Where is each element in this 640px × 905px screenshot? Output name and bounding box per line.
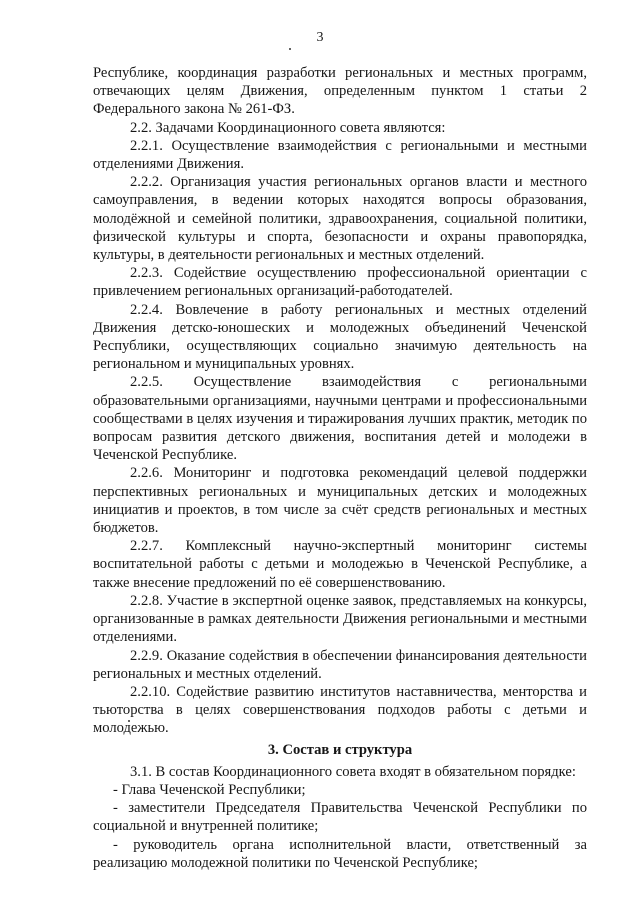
paragraph: 2.2.7. Комплексный научно-экспертный мониторинг системы воспитательной работы с детьми и молодежью в Чеченской Республике, а также внесение предложений по её совершенствованию.	[93, 538, 587, 591]
paragraph: 2.2.6. Мониторинг и подготовка рекомендаций целевой поддержки перспективных региональных и муниципальных детских и молодежных инициатив и проектов, в том числе за счёт средств региональных и местных бюджетов.	[93, 465, 587, 537]
paragraph: 2.2.5. Осуществление взаимодействия с региональными образовательными организациями, научными центрами и профессиональными сообществами в целях изучения и тиражирования лучших практик, методик по вопросам развития детского движения, воспитания детей и молодежи в Чеченской Республике.	[93, 374, 587, 464]
list-item: - Глава Чеченской Республики;	[113, 781, 306, 798]
paragraph: 2.2.2. Организация участия региональных органов власти и местного самоуправления, в ведении которых находятся вопросы образования, молодёжной и семейной политики, здравоохранения, социальной политики, физической культуры и спорта, безопасности и охраны правопорядка, культуры, в деятельности региональных и местных отделений.	[93, 174, 587, 264]
paragraph: 2.2. Задачами Координационного совета являются:	[130, 119, 446, 136]
list-item: - руководитель органа исполнительной власти, ответственный за реализацию молодежной политики по Чеченской Республике;	[93, 836, 587, 871]
paragraph: 2.2.3. Содействие осуществлению профессиональной ориентации с привлечением региональных организаций-работодателей.	[93, 265, 587, 300]
section-2-paragraphs	[93, 64, 587, 738]
section-3-paragraphs	[93, 763, 587, 872]
page-number: 3	[316, 30, 324, 45]
paragraph: 2.2.1. Осуществление взаимодействия с региональными и местными отделениями Движения.	[93, 137, 587, 173]
section-heading: 3. Состав и структура	[267, 741, 413, 758]
paragraph: Республике, координация разработки региональных и местных программ, отвечающих целям Движения, определенным пунктом 1 статьи 2 Федерального закона № 261-ФЗ.	[93, 65, 587, 118]
paragraph: 2.2.4. Вовлечение в работу региональных и местных отделений Движения детско-юношеских и молодежных объединений Чеченской Республики, осуществляющих социально значимую деятельность на региональном и муниципальных уровнях.	[93, 301, 587, 373]
paragraph: 3.1. В состав Координационного совета входят в обязательном порядке:	[130, 763, 576, 780]
paragraph: 2.2.8. Участие в экспертной оценке заявок, представляемых на конкурсы, организованные в рамках деятельности Движения региональными и местными отделениями.	[93, 592, 587, 646]
paragraph: 2.2.9. Оказание содействия в обеспечении финансирования деятельности региональных и местных отделений.	[93, 647, 587, 682]
scan-speck	[289, 48, 291, 50]
paragraph: 2.2.10. Содействие развитию институтов наставничества, менторства и тьюторства в целях совершенствования подходов работы с детьми и молодежью.	[93, 683, 587, 737]
list-item: - заместители Председателя Правительства Чеченской Республики по социальной и внутренней политике;	[93, 800, 587, 835]
document-body	[93, 64, 587, 872]
